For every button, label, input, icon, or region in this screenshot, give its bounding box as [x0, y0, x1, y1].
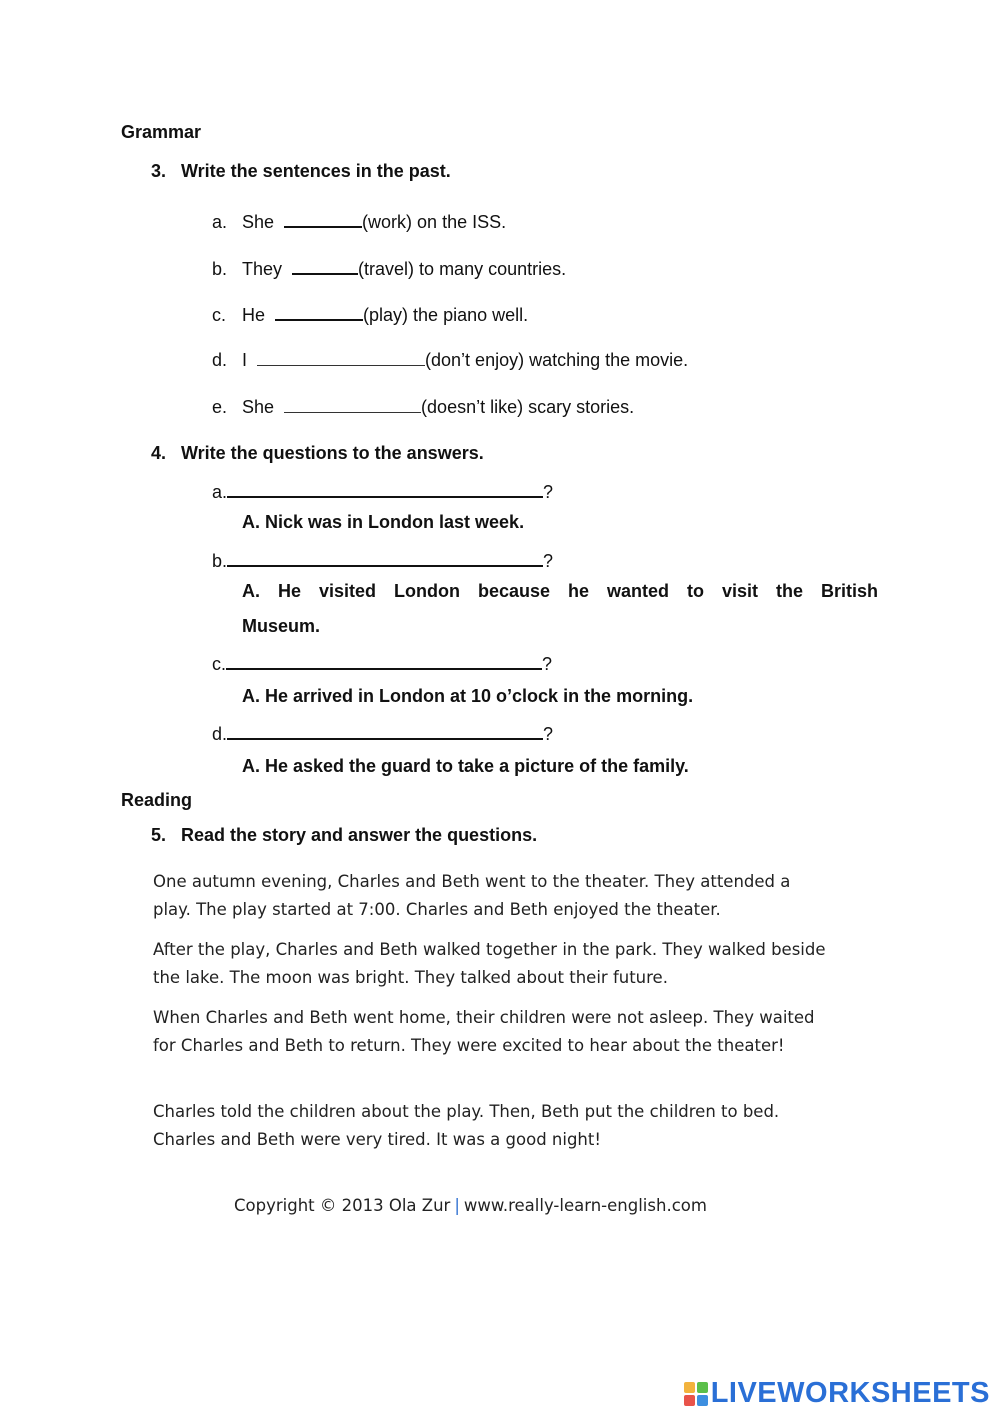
question-text: Write the sentences in the past.: [181, 161, 451, 181]
answer-blank[interactable]: [257, 349, 425, 366]
sentence-item-a: [212, 210, 506, 233]
item-letter: c.: [212, 654, 227, 674]
sentence-item-b: [212, 257, 566, 280]
answer-blank[interactable]: [292, 257, 358, 275]
copyright-separator: |: [454, 1196, 460, 1215]
reading-heading: Reading: [121, 790, 193, 810]
question-text: Write the questions to the answers.: [181, 443, 484, 463]
question-mark: ?: [542, 654, 553, 674]
answer-text-b-line2: Museum.: [242, 616, 321, 636]
website-link[interactable]: www.really-learn-english.com: [463, 1196, 707, 1215]
story-text: [153, 1098, 833, 1153]
question-3-title: [151, 161, 451, 182]
liveworksheets-brand[interactable]: [684, 1377, 990, 1410]
question-answer-line[interactable]: [227, 478, 543, 498]
copyright-line: [234, 1196, 707, 1215]
item-letter: b.: [212, 259, 228, 279]
question-mark: ?: [543, 482, 554, 502]
question-mark: ?: [543, 724, 554, 744]
story-paragraph: After the play, Charles and Beth walked together in the park. They walked beside the lake. The moon was bright. They talked about their future.: [153, 940, 826, 987]
question-answer-line[interactable]: [227, 720, 543, 740]
story-text: [153, 1004, 833, 1059]
item-letter: c.: [212, 305, 227, 325]
brand-name: LIVEWORKSHEETS: [710, 1377, 990, 1409]
item-letter: d.: [212, 724, 228, 744]
question-5-title: [151, 825, 537, 846]
question-item-c: [212, 650, 552, 675]
question-item-d: [212, 720, 553, 745]
sentence-item-c: [212, 303, 528, 326]
question-answer-line[interactable]: [227, 547, 543, 567]
question-item-b: [212, 547, 553, 572]
answer-blank[interactable]: [284, 210, 362, 228]
item-suffix: (doesn’t like) scary stories.: [421, 397, 635, 417]
item-prefix: He: [242, 305, 271, 325]
item-suffix: (play) the piano well.: [363, 305, 529, 325]
answer-text-b-line1: A. He visited London because he wanted to visit the British: [242, 581, 878, 601]
item-suffix: (work) on the ISS.: [362, 212, 507, 232]
grammar-heading: Grammar: [121, 122, 202, 142]
item-prefix: They: [242, 259, 288, 279]
story-paragraph: Charles told the children about the play. Then, Beth put the children to bed. Charles and Beth were very tired. It was a good night!: [153, 1102, 780, 1149]
sentence-item-e: [212, 396, 634, 418]
item-prefix: She: [242, 397, 280, 417]
item-letter: e.: [212, 397, 228, 417]
answer-blank[interactable]: [284, 396, 421, 413]
answer-text-d: A. He asked the guard to take a picture of the family.: [242, 756, 689, 776]
liveworksheets-logo-icon: [684, 1382, 708, 1406]
question-4-title: [151, 443, 484, 464]
sentence-item-d: [212, 349, 688, 371]
story-paragraph: One autumn evening, Charles and Beth went to the theater. They attended a play. The play started at 7:00. Charles and Beth enjoyed the theater.: [153, 872, 791, 919]
story-text: [153, 868, 833, 923]
question-number: 3.: [151, 161, 167, 181]
item-letter: b.: [212, 551, 228, 571]
question-answer-line[interactable]: [226, 650, 542, 670]
item-suffix: (travel) to many countries.: [358, 259, 567, 279]
item-letter: a.: [212, 212, 228, 232]
copyright-text: Copyright © 2013 Ola Zur: [234, 1196, 451, 1215]
item-suffix: (don’t enjoy) watching the movie.: [425, 350, 689, 370]
question-mark: ?: [543, 551, 554, 571]
item-prefix: She: [242, 212, 280, 232]
question-number: 4.: [151, 443, 167, 463]
story-text: [153, 936, 833, 991]
answer-text-c: A. He arrived in London at 10 o’clock in the morning.: [242, 686, 694, 706]
answer-text-a: A. Nick was in London last week.: [242, 512, 525, 532]
item-letter: a.: [212, 482, 228, 502]
item-prefix: I: [242, 350, 253, 370]
item-letter: d.: [212, 350, 228, 370]
question-item-a: [212, 478, 553, 503]
question-text: Read the story and answer the questions.: [181, 825, 538, 845]
story-paragraph: When Charles and Beth went home, their children were not asleep. They waited for Charles and Beth to return. They were excited to hear about the theater!: [153, 1008, 815, 1055]
answer-blank[interactable]: [275, 303, 363, 321]
question-number: 5.: [151, 825, 167, 845]
